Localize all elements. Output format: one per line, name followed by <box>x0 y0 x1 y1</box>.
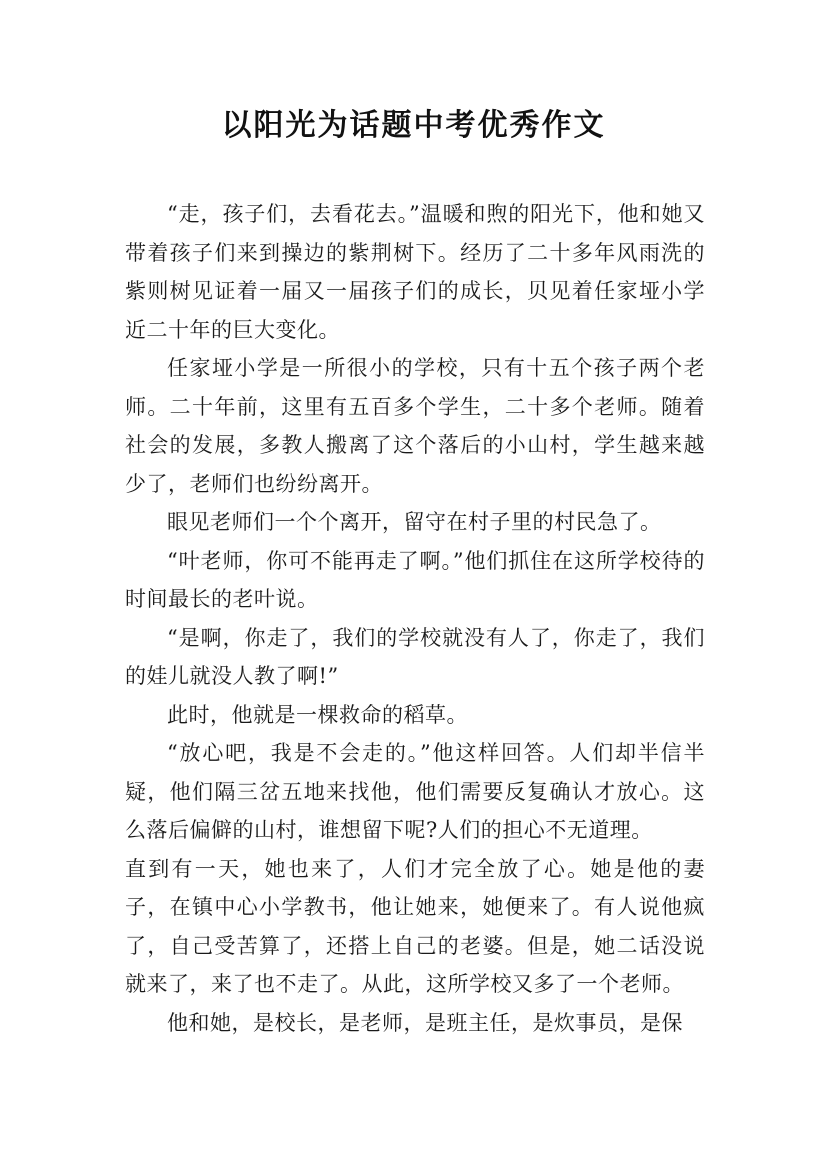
paragraph-5: “是啊，你走了，我们的学校就没有人了，你走了，我们的娃儿就没人教了啊!” <box>125 625 705 688</box>
paragraph-2: 任家垭小学是一所很小的学校，只有十五个孩子两个老师。二十年前，这里有五百多个学生，二十多个老师。随着社会的发展，多教人搬离了这个落后的小山村，学生越来越少了，老师们也纷纷离开。 <box>125 356 705 496</box>
paragraph-7: “放心吧，我是不会走的。”他这样回答。人们却半信半疑，他们隔三岔五地来找他，他们需要反复确认才放心。这么落后偏僻的山村，谁想留下呢?人们的担心不无道理。 <box>125 741 705 842</box>
document-title: 以阳光为话题中考优秀作文 <box>221 108 606 143</box>
paragraph-6: 此时，他就是一棵救命的稻草。 <box>167 702 468 727</box>
paragraph-9: 他和她，是校长，是老师，是班主任，是炊事员，是保 <box>167 1010 683 1035</box>
paragraph-1: “走，孩子们，去看花去。”温暖和煦的阳光下，他和她又带着孩子们来到操边的紫荆树下。经历了二十多年风雨洗的紫则树见证着一届又一届孩子们的成长，贝见着任家垭小学近二十年的巨大变化。 <box>125 202 705 342</box>
paragraph-8: 直到有一天，她也来了，人们才完全放了心。她是他的妻子，在镇中心小学教书，他让她来，她便来了。有人说他疯了，自己受苦算了，还搭上自己的老婆。但是，她二话没说就来了，来了也不走了。从此，这所学校又多了一个老师。 <box>125 856 705 996</box>
paragraph-4: “叶老师，你可不能再走了啊。”他们抓住在这所学校待的时间最长的老叶说。 <box>125 548 705 611</box>
document-body <box>125 195 705 1042</box>
paragraph-3: 眼见老师们一个个离开，留守在村子里的村民急了。 <box>167 510 662 534</box>
